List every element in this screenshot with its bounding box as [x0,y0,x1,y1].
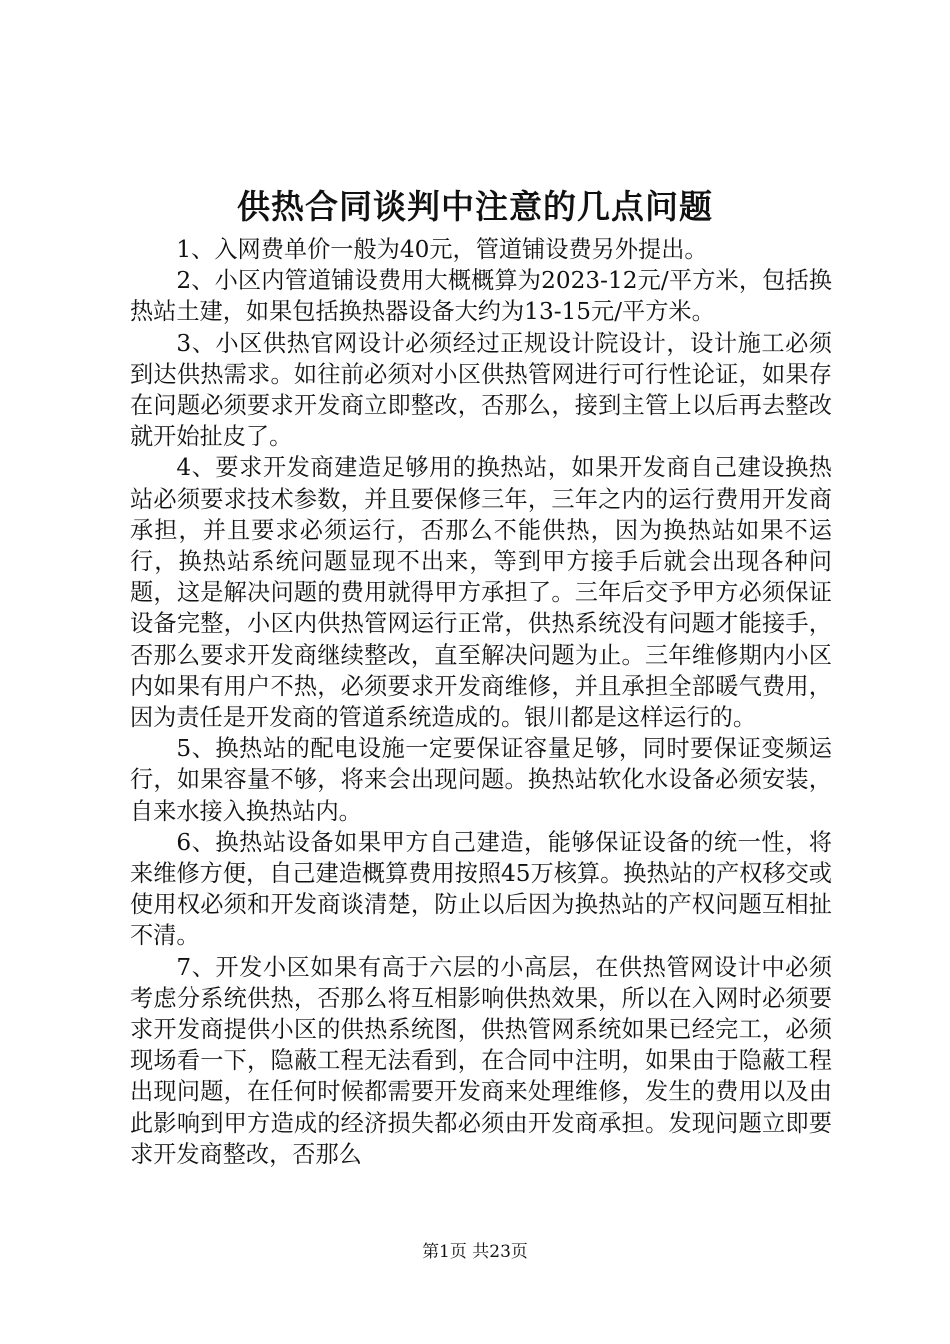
document-title: 供热合同谈判中注意的几点问题 [237,187,713,226]
paragraph-4: 4、要求开发商建造足够用的换热站，如果开发商自己建设换热站必须要求技术参数，并且要保修三年，三年之内的运行费用开发商承担，并且要求必须运行，否那么不能供热，因为换热站如果不运行，换热站系统问题显现不出来，等到甲方接手后就会出现各种问题，这是解决问题的费用就得甲方承担了。三年后交予甲方必须保证设备完整，小区内供热管网运行正常，供热系统没有问题才能接手，否那么要求开发商继续整改，直至解决问题为止。三年维修期内小区内如果有用户不热，必须要求开发商维修，并且承担全部暖气费用，因为责任是开发商的管道系统造成的。银川都是这样运行的。 [130,454,832,732]
paragraph-7: 7、开发小区如果有高于六层的小高层，在供热管网设计中必须考虑分系统供热，否那么将互相影响供热效果，所以在入网时必须要求开发商提供小区的供热系统图，供热管网系统如果已经完工，必须现场看一下，隐蔽工程无法看到，在合同中注明，如果由于隐蔽工程出现问题，在任何时候都需要开发商来处理维修，发生的费用以及由此影响到甲方造成的经济损失都必须由开发商承担。发现问题立即要求开发商整改，否那么 [130,953,832,1168]
paragraph-1: 1、入网费单价一般为40元，管道铺设费另外提出。 [176,236,708,263]
paragraph-2: 2、小区内管道铺设费用大概概算为2023-12元/平方米，包括换热站土建，如果包括换热器设备大约为13-15元/平方米。 [130,267,832,326]
paragraph-6: 6、换热站设备如果甲方自己建造，能够保证设备的统一性，将来维修方便，自己建造概算费用按照45万核算。换热站的产权移交或使用权必须和开发商谈清楚，防止以后因为换热站的产权问题互相扯不清。 [130,828,832,950]
document-body [130,234,832,1170]
paragraph-3: 3、小区供热官网设计必须经过正规设计院设计，设计施工必须到达供热需求。如往前必须对小区供热管网进行可行性论证，如果存在问题必须要求开发商立即整改，否那么，接到主管上以后再去整改就开始扯皮了。 [130,329,832,451]
paragraph-5: 5、换热站的配电设施一定要保证容量足够，同时要保证变频运行，如果容量不够，将来会出现问题。换热站软化水设备必须安装，自来水接入换热站内。 [130,735,832,825]
page-number-footer: 第1页 共23页 [422,1242,528,1262]
